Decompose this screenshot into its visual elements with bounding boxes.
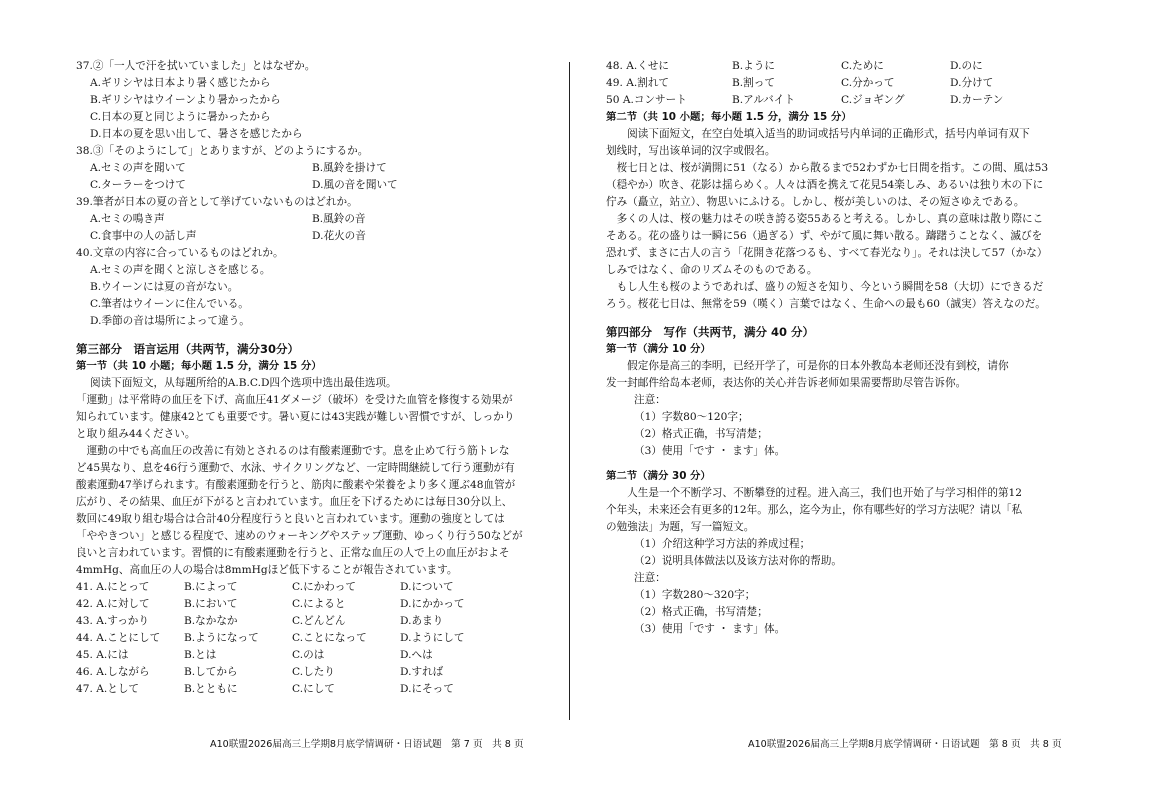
choice-list: [76, 579, 548, 698]
passage-line: 「運動」は平常時の血圧を下げ、高血圧41ダメージ（破坏）を受けた血管を修復する効果が: [76, 394, 513, 406]
note-item: （3）使用「です ・ ます」体。: [634, 445, 786, 457]
choice-b: B.ように: [732, 60, 775, 72]
choice-b: B.割って: [732, 77, 775, 89]
option-b: B.風鈴を掛けて: [312, 162, 387, 174]
passage-line: もし人生も桜のようであれば、盛りの短さを知り、今という瞬間を58（大切）にできるだ: [606, 281, 1044, 293]
question-37: [76, 58, 548, 143]
passage-line: 数回に49取り組む場合は合計40分程度行うと良いと言われています。運動の強度としては: [76, 513, 505, 525]
option-a: A.セミの鳴き声: [90, 213, 165, 225]
option-d: D.季節の音は場所によって違う。: [90, 315, 250, 327]
page-footer-right: A10联盟2026届高三上学期8月底学情调研・日语试题 第 8 页 共 8 页: [748, 739, 1062, 750]
choice-row-44: [76, 630, 548, 647]
choice-d: D.すれば: [400, 666, 444, 678]
writing1-prompt-line: 发一封邮件给岛本老师，表达你的关心并告诉老师如果需要帮助尽管告诉你。: [606, 377, 967, 389]
passage-line: 佇み（矗立，站立）、物思いにふける。しかし、桜が美しいのは、その短さゆえである。: [606, 196, 1025, 208]
note-item: （1）字数80～120字；: [634, 411, 749, 423]
passage-line: 広がり、その結果、血圧が下がると言われています。血圧を下げるためには毎日30分以上、: [76, 496, 513, 508]
writing2-prompt-line: 人生是一个不断学习、不断攀登的过程。进入高三，我们也开始了与学习相伴的第12: [606, 487, 1023, 499]
choice-a: 45. A.には: [76, 649, 129, 661]
choice-a: 46. A.しながら: [76, 666, 150, 678]
choice-row-43: [76, 613, 548, 630]
choice-a: 41. A.にとって: [76, 581, 150, 593]
fill-passage: [606, 160, 1064, 313]
notes-label: 注意：: [634, 572, 666, 584]
choice-b: B.ようになって: [184, 632, 259, 644]
notes-label: 注意：: [634, 394, 666, 406]
page-divider: [569, 62, 570, 720]
option-d: D.花火の音: [312, 230, 366, 242]
passage-line: 酸素運動47挙げられます。有酸素運動を行うと、筋肉に酸素や栄養をより多く運ぶ48血管が: [76, 479, 516, 491]
choice-d: D.あまり: [400, 615, 444, 627]
passage-line: 「ややきつい」と感じる程度で、速めのウォーキングやステップ運動、ゆっくり行う50などが: [76, 530, 523, 542]
choice-c: C.ために: [841, 60, 884, 72]
question-38: [76, 143, 548, 194]
choice-row-41: [76, 579, 548, 596]
choice-d: D.にそって: [400, 683, 454, 695]
writing2-prompt-line: の勉強法」为题，写一篇短文。: [606, 521, 755, 533]
question-stem: 40.文章の内容に合っているものはどれか。: [76, 247, 284, 259]
passage-line: しみではなく、命のリズムそのものである。: [606, 264, 818, 276]
choice-b: B.によって: [184, 581, 238, 593]
choice-c: C.にして: [292, 683, 335, 695]
choice-d: D.へは: [400, 649, 433, 661]
choice-d: D.について: [400, 581, 454, 593]
option-c: C.食事中の人の話し声: [90, 230, 197, 242]
option-a: A.セミの声を聞くと涼しさを感じる。: [90, 264, 271, 276]
choice-b: B.アルバイト: [732, 94, 795, 106]
question-stem: 37.②「一人で汗を拭いていました」とはなぜか。: [76, 60, 316, 72]
question-stem: 38.③「そのようにして」とありますが、どのようにするか。: [76, 145, 369, 157]
choice-c: C.にかわって: [292, 581, 356, 593]
passage-line: 良いと言われています。習慣的に有酸素運動を行うと、正常な血圧の人で上の血圧がおよそ: [76, 547, 510, 559]
cloze-passage: [76, 392, 548, 579]
note-item: （1）字数280～320字；: [634, 589, 756, 601]
choice-a: 48. A.くせに: [606, 60, 670, 72]
option-c: C.ターラーをつけて: [90, 179, 186, 191]
part4-heading: 第四部分 写作（共两节，满分 40 分）: [606, 325, 815, 339]
passage-line: （穏やか）吹き、花影は揺らめく。人々は酒を携えて花見54楽しみ、あるいは独り木の下に: [606, 179, 1044, 191]
choice-d: D.ようにして: [400, 632, 465, 644]
choice-c: C.ことになって: [292, 632, 367, 644]
option-d: D.日本の夏を思い出して、暑さを感じたから: [90, 128, 303, 140]
choice-b: B.なかなか: [184, 615, 238, 627]
choice-b: B.とともに: [184, 683, 238, 695]
choice-c: C.ジョギング: [841, 94, 905, 106]
option-b: B.風鈴の音: [312, 213, 366, 225]
question-39: [76, 194, 548, 245]
option-a: A.セミの声を聞いて: [90, 162, 186, 174]
right-page: [606, 58, 1064, 638]
writing1-heading: 第一节（满分 10 分）: [606, 343, 711, 355]
question-40: [76, 245, 548, 330]
choice-b: B.とは: [184, 649, 217, 661]
requirement-item: （1）介绍这种学习方法的养成过程；: [634, 538, 811, 550]
option-a: A.ギリシヤは日本より暑く感じたから: [90, 77, 271, 89]
choice-a: 49. A.割れて: [606, 77, 670, 89]
choice-row-49: [606, 75, 1064, 92]
writing2-prompt-line: 个年头，未来还会有更多的12年。那么，迄今为止，你有哪些好的学习方法呢？请以「私: [606, 504, 1023, 516]
question-stem: 39.筆者が日本の夏の音として挙げていないものはどれか。: [76, 196, 358, 208]
choice-d: D.カーテン: [950, 94, 1004, 106]
option-b: B.ウイーンには夏の音がない。: [90, 281, 239, 293]
passage-line: そある。花の盛りは一瞬に56（過ぎる）ず、やがて風に舞い散る。躊躇うことなく、滅びを: [606, 230, 1043, 242]
option-c: C.日本の夏と同じように暑かったから: [90, 111, 271, 123]
part3-heading: 第三部分 语言运用（共两节，满分30分）: [76, 342, 300, 356]
passage-line: ろう。桜花七日は、無常を59（嘆く）言葉ではなく、生命への最も60（誠実）答えなのだ。: [606, 298, 1046, 310]
passage-line: 桜七日とは、桜が満開に51（なる）から散るまで52わずか七日間を指す。この間、風は53: [606, 162, 1049, 174]
note-item: （3）使用「です ・ ます」体。: [634, 623, 786, 635]
choice-d: D.分けて: [950, 77, 994, 89]
choice-row-46: [76, 664, 548, 681]
section1-heading: 第一节（共 10 小题；每小题 1.5 分，满分 15 分）: [76, 360, 322, 372]
option-c: C.筆者はウイーンに住んでいる。: [90, 298, 249, 310]
writing2-heading: 第二节（满分 30 分）: [606, 470, 711, 482]
choice-c: C.のは: [292, 649, 325, 661]
passage-line: 運動の中でも高血圧の改善に有効とされるのは有酸素運動です。息を止めて行う筋トレな: [76, 445, 510, 457]
note-item: （2）格式正确，书写清楚；: [634, 428, 768, 440]
choice-c: C.したり: [292, 666, 335, 678]
instruction-line: 阅读下面短文，在空白处填入适当的助词或括号内单词的正确形式，括号内单词有双下: [606, 128, 1030, 140]
choice-a: 42. A.に対して: [76, 598, 150, 610]
choice-list: [606, 58, 1064, 109]
instruction: 阅读下面短文，从每题所给的A.B.C.D四个选项中选出最佳选项。: [90, 377, 397, 389]
choice-b: B.において: [184, 598, 238, 610]
option-d: D.風の音を聞いて: [312, 179, 398, 191]
choice-c: C.どんどん: [292, 615, 346, 627]
requirement-item: （2）说明具体做法以及该方法对你的帮助。: [634, 555, 843, 567]
note-item: （2）格式正确，书写清楚；: [634, 606, 768, 618]
passage-line: 知られています。健康42とても重要です。暑い夏には43実践が難しい習慣ですが、しっかり: [76, 411, 515, 423]
instruction-line: 划线时，写出该单词的汉字或假名。: [606, 145, 776, 157]
choice-d: D.にかかって: [400, 598, 465, 610]
page-footer-left: A10联盟2026届高三上学期8月底学情调研・日语试题 第 7 页 共 8 页: [210, 739, 524, 750]
choice-a: 50 A.コンサート: [606, 94, 687, 106]
option-b: B.ギリシヤはウイーンより暑かったから: [90, 94, 281, 106]
choice-row-48: [606, 58, 1064, 75]
passage-line: と取り組み44ください。: [76, 428, 196, 440]
passage-line: 多くの人は、桜の魅力はその咲き誇る姿55あると考える。しかし、真の意味は散り際にこ: [606, 213, 1044, 225]
passage-line: 4mmHg、高血圧の人の場合は8mmHgほど低下することが報告されています。: [76, 564, 458, 576]
options-row: [76, 228, 548, 245]
passage-line: 恐れず、まさに古人の言う「花開き花落つるも、すべて春光なり」。それは決して57（かな）: [606, 247, 1048, 259]
options-row: [76, 160, 548, 177]
choice-row-42: [76, 596, 548, 613]
choice-row-47: [76, 681, 548, 698]
choice-a: 43. A.すっかり: [76, 615, 149, 627]
choice-c: C.分かって: [841, 77, 895, 89]
choice-a: 47. A.として: [76, 683, 140, 695]
passage-line: ど45異なり、息を46行う運動で、水泳、サイクリングなど、一定時間継続して行う運動が有: [76, 462, 515, 474]
choice-a: 44. A.ことにして: [76, 632, 161, 644]
choice-b: B.してから: [184, 666, 238, 678]
choice-row-45: [76, 647, 548, 664]
section2-heading: 第二节（共 10 小题；每小题 1.5 分，满分 15 分）: [606, 111, 852, 123]
choice-row-50: [606, 92, 1064, 109]
options-row: [76, 211, 548, 228]
options-row: [76, 177, 548, 194]
choice-c: C.によると: [292, 598, 346, 610]
writing1-prompt-line: 假定你是高三的李明，已经开学了，可是你的日本外教岛本老师还没有到校，请你: [606, 360, 1009, 372]
left-page: [76, 58, 548, 698]
choice-d: D.のに: [950, 60, 983, 72]
